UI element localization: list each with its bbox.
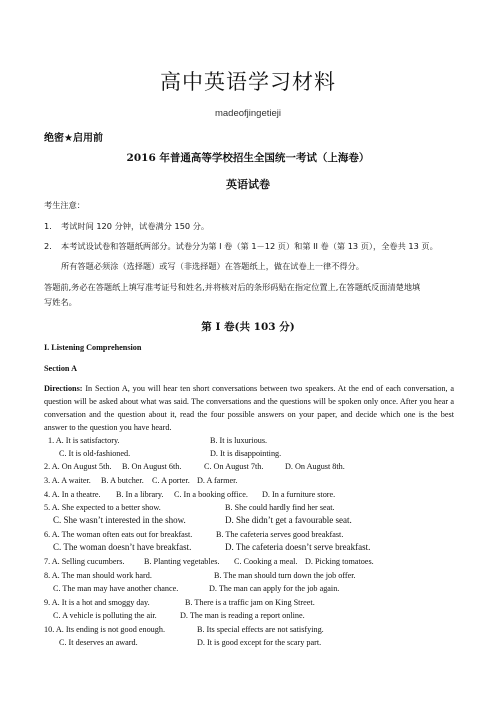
notice-item-number: 1. (44, 221, 52, 231)
option-text: C. It is old-fashioned. (59, 449, 131, 458)
notice-item-number: 2. (44, 241, 52, 251)
question-5-line-1 (44, 503, 335, 512)
option-text: C. It deserves an award. (59, 638, 138, 647)
option-text: B. The cafeteria serves good breakfast. (216, 530, 344, 539)
option-text: D. On August 8th. (285, 462, 345, 471)
option-text: 5. A. She expected to a better show. (44, 503, 161, 512)
paper-title: 英语试卷 (226, 178, 270, 191)
section-heading: I. Listening Comprehension (44, 343, 142, 352)
notice-item-text: 考试时间 120 分钟，试卷满分 150 分。 (61, 221, 210, 231)
option-text: C. Cooking a meal. (234, 557, 298, 566)
question-8-line-2 (53, 584, 340, 593)
option-text: B. It is luxurious. (210, 436, 268, 445)
option-text: 4. A. In a theatre. (44, 490, 101, 499)
notice-item-1 (44, 221, 209, 232)
option-text: B. The man should turn down the job offer. (214, 571, 356, 580)
question-3 (44, 476, 238, 485)
question-10-line-2 (59, 638, 322, 647)
option-text: 9. A. It is a hot and smoggy day. (44, 598, 150, 607)
question-7 (44, 557, 374, 566)
option-text: B. There is a traffic jam on King Street. (185, 598, 315, 607)
option-text: C. A vehicle is polluting the air. (53, 611, 157, 620)
notice-item-2 (44, 241, 438, 252)
option-text: 10. A. Its ending is not good enough. (44, 625, 165, 634)
notice-heading: 考生注意： (44, 200, 85, 210)
part-title: 第 I 卷(共 103 分) (201, 321, 295, 333)
option-text: C. She wasn’t interested in the show. (53, 515, 186, 525)
directions-label: Directions: (44, 384, 83, 393)
option-text: C. In a booking office. (174, 490, 248, 499)
option-text: B. Planting vegetables. (144, 557, 220, 566)
option-text: B. A butcher. (101, 476, 144, 485)
option-text: B. She could hardly find her seat. (225, 503, 335, 512)
notice-extra-line-1: 答题前,务必在答题纸上填写准考证号和姓名,并将核对后的条形码贴在指定位置上,在答题纸反面清楚地填 (44, 282, 421, 292)
option-text: B. In a library. (116, 490, 164, 499)
question-5-line-2 (53, 515, 352, 525)
option-text: D. The man is reading a report online. (180, 611, 305, 620)
question-1-line-1 (48, 436, 268, 445)
option-text: 3. A. A waiter. (44, 476, 91, 485)
option-text: D. It is disappointing. (210, 449, 282, 458)
secret-mark: 绝密★启用前 (44, 133, 103, 144)
question-9-line-2 (53, 611, 305, 620)
section-a-heading: Section A (44, 364, 77, 373)
option-text: D. The man can apply for the job again. (209, 584, 340, 593)
option-text: D. The cafeteria doesn’t serve breakfast. (225, 542, 371, 552)
exam-title: 2016 年普通高等学校招生全国统一考试（上海卷） (126, 152, 370, 164)
option-text: 7. A. Selling cucumbers. (44, 557, 125, 566)
material-title: 高中英语学习材料 (160, 70, 336, 94)
option-text: B. On August 6th. (122, 462, 182, 471)
option-text: C. The man may have another chance. (53, 584, 179, 593)
option-text: 6. A. The woman often eats out for breakfast. (44, 530, 193, 539)
option-text: D. She didn’t get a favourable seat. (225, 515, 352, 525)
option-text: D. A farmer. (197, 476, 238, 485)
directions-paragraph (44, 382, 454, 434)
question-1-line-2 (59, 449, 282, 458)
directions-text: In Section A, you will hear ten short conversations between two speakers. At the end of each conversation, a question will be asked about what was said. The conversations and the questions will be spoken only once. After you hear a conversation and the question about it, read the four possible answers on your paper, and decide which one is the best answer to the question you have heard. (44, 384, 454, 432)
option-text: D. It is good except for the scary part. (197, 638, 322, 647)
notice-item-text: 本考试设试卷和答题纸两部分。试卷分为第 I 卷（第 1－12 页）和第 II 卷（第 13 页），全卷共 13 页。 (61, 241, 438, 251)
question-8-line-1 (44, 571, 356, 580)
question-9-line-1 (44, 598, 315, 607)
option-text: C. On August 7th. (204, 462, 264, 471)
question-6-line-2 (53, 542, 371, 552)
material-subtitle: madeofjingetieji (214, 108, 281, 119)
question-4 (44, 490, 336, 499)
notice-item-3: 所有答题必须涂（选择题）或写（非选择题）在答题纸上，做在试卷上一律不得分。 (61, 261, 364, 271)
option-text: C. The woman doesn’t have breakfast. (53, 542, 192, 552)
option-text: 8. A. The man should work hard. (44, 571, 152, 580)
question-2 (44, 462, 345, 471)
option-text: 2. A. On August 5th. (44, 462, 112, 471)
question-10-line-1 (44, 625, 324, 634)
option-text: D. In a furniture store. (262, 490, 336, 499)
question-6-line-1 (44, 530, 344, 539)
option-text: D. Picking tomatoes. (305, 557, 374, 566)
option-text: 1. A. It is satisfactory. (48, 436, 120, 445)
notice-extra-line-2: 写姓名。 (44, 297, 77, 307)
option-text: B. Its special effects are not satisfying. (197, 625, 324, 634)
option-text: C. A porter. (152, 476, 190, 485)
